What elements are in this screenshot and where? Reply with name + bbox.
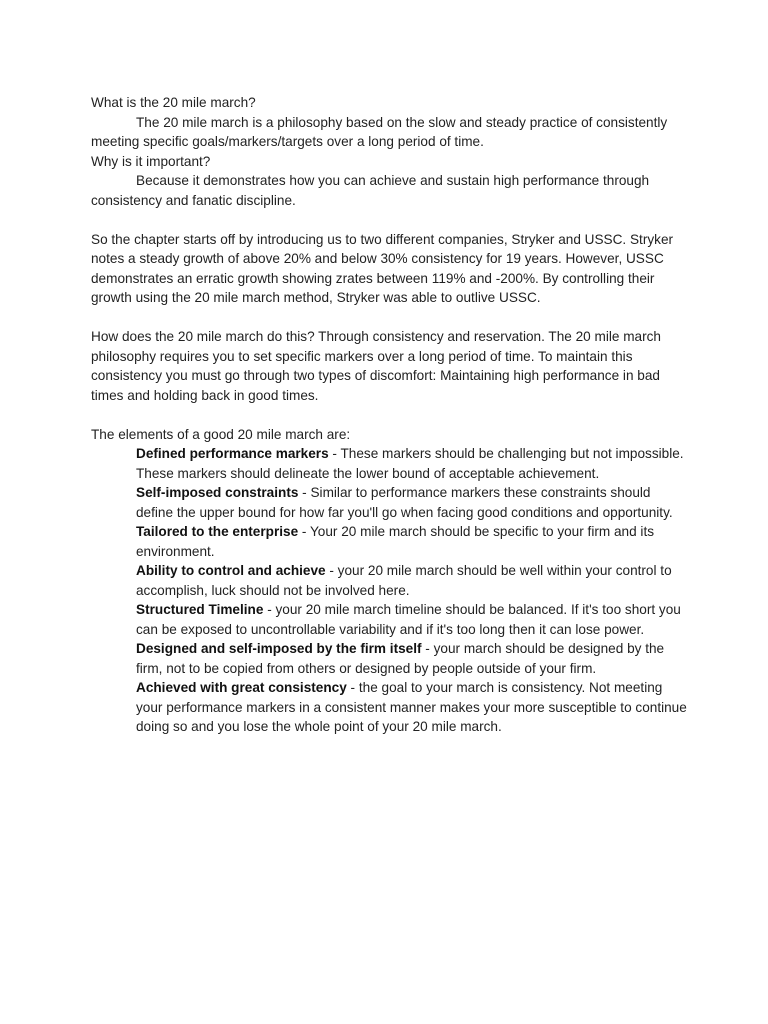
element-description: - Similar to performance markers these constraints should define the upper bound for how far you'll go when facing good conditions and opportunity. <box>136 485 673 520</box>
question-why-important: Why is it important? <box>91 153 211 169</box>
element-term: Self-imposed constraints <box>136 485 299 500</box>
element-term: Defined performance markers <box>136 446 329 461</box>
element-description: - your march should be designed by the firm, not to be copied from others or designed by people outside of your firm. <box>136 641 665 676</box>
paragraph-gap <box>91 308 688 328</box>
answer-why-important: Because it demonstrates how you can achieve and sustain high performance through consistency and fanatic discipline. <box>91 173 650 208</box>
paragraph-gap <box>91 405 688 425</box>
list-item <box>136 444 688 483</box>
answer-what-is: The 20 mile march is a philosophy based on the slow and steady practice of consistently meeting specific goals/markers/targets over a long period of time. <box>91 114 668 149</box>
paragraph-gap <box>91 210 688 230</box>
paragraph-how: How does the 20 mile march do this? Through consistency and reservation. The 20 mile march philosophy requires you to set specific markers over a long period of time. To maintain this consistency you must go through two types of discomfort: Maintaining high performance in bad times and holding back in good times. <box>91 329 661 403</box>
question-what-is: What is the 20 mile march? <box>91 95 256 110</box>
elements-intro: The elements of a good 20 mile march are: <box>91 426 351 442</box>
list-item <box>136 561 688 600</box>
list-item <box>136 600 688 639</box>
element-term: Structured Timeline <box>136 602 264 617</box>
element-term: Ability to control and achieve <box>136 563 326 578</box>
list-item <box>136 678 688 737</box>
element-description: - your 20 mile march should be well within your control to accomplish, luck should not be involved here. <box>136 563 672 598</box>
element-description: - Your 20 mile march should be specific to your firm and its environment. <box>136 524 655 559</box>
element-description: - the goal to your march is consistency. Not meeting your performance markers in a consistent manner makes your more susceptible to continue doing so and you lose the whole point of your 20 mile march. <box>136 680 687 734</box>
paragraph-companies: So the chapter starts off by introducing us to two different companies, Stryker and USSC. Stryker notes a steady growth of above 20% and below 30% consistency for 19 years. However, USSC demonstrates an erratic growth showing zrates between 119% and -200%. By controlling their growth using the 20 mile march method, Stryker was able to outlive USSC. <box>91 231 674 305</box>
list-item <box>136 522 688 561</box>
element-term: Achieved with great consistency <box>136 680 347 695</box>
element-term: Designed and self-imposed by the firm itself <box>136 641 422 656</box>
element-description: - your 20 mile march timeline should be balanced. If it's too short you can be exposed to uncontrollable variability and if it's too long then it can lose power. <box>136 602 681 637</box>
list-item <box>136 483 688 522</box>
element-term: Tailored to the enterprise <box>136 524 299 539</box>
element-description: - These markers should be challenging but not impossible. These markers should delineate the lower bound of acceptable achievement. <box>136 446 684 481</box>
elements-list <box>91 444 688 737</box>
list-item <box>136 639 688 678</box>
